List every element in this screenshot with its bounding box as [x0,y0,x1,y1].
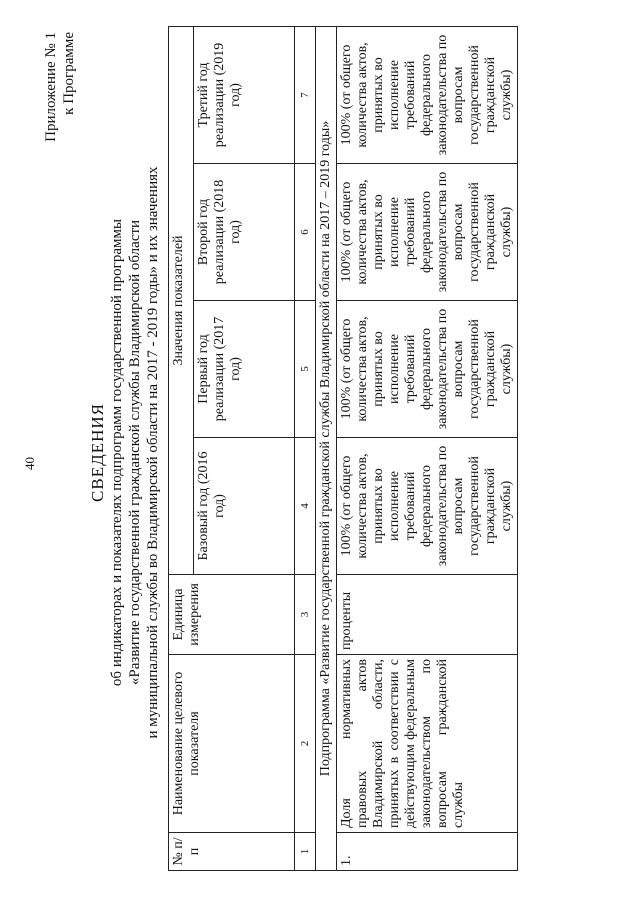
header-values-group: Значения показателей [169,26,194,574]
appendix-line-2: к Программе [61,32,77,115]
row-value-2018: 100% (от общего количества актов, принятых во исполнение требований федерального законодательства по вопросам государственной гражданской службы) [337,164,518,301]
column-number: 5 [295,301,316,438]
header-year-2018: Второй год реализации (2018 год) [194,164,295,301]
subprogram-row [316,26,337,870]
column-number: 7 [295,26,316,163]
appendix-note [42,32,78,142]
header-num: № п/п [169,833,295,871]
column-number: 6 [295,164,316,301]
heading-line-3: и муниципальной службы во Владимирской области на 2017 - 2019 годы» и их значениях [145,166,161,739]
header-year-2017: Первый год реализации (2017 год) [194,301,295,438]
header-base-year: Базовый год (2016 год) [194,438,295,575]
column-number: 4 [295,438,316,575]
column-number: 3 [295,575,316,655]
row-value-2017: 100% (от общего количества актов, принятых во исполнение требований федерального законодательства по вопросам государственной гражданской службы) [337,301,518,438]
column-number: 2 [295,655,316,833]
indicators-table [168,26,518,871]
row-indicator-name: Доля нормативных правовых актов Владимирской области, принятых в соответствии с действующим федеральным законодательством по вопросам гражданской службы [337,655,518,833]
subprogram-title: Подпрограмма «Развитие государственной гражданской службы Владимирской области на 2017 – 2019 годы» [316,26,337,870]
column-number-row [295,26,316,870]
header-name: Наименование целевого показателя [169,655,295,833]
row-value-base: 100% (от общего количества актов, принятых во исполнение требований федерального законодательства по вопросам государственной гражданской службы) [337,438,518,575]
header-year-2019: Третий год реализации (2019 год) [194,26,295,163]
row-num: 1. [337,833,518,871]
header-unit: Единица измерения [169,575,295,655]
appendix-line-1: Приложение № 1 [43,32,59,142]
page-number: 40 [22,457,37,470]
document-title: СВЕДЕНИЯ [88,403,107,502]
heading-line-1: об индикаторах и показателях подпрограмм государственной программы [109,218,125,687]
row-value-2019: 100% (от общего количества актов, принятых во исполнение требований федерального законодательства по вопросам государственной гражданской службы) [337,26,518,163]
document-heading [88,0,162,905]
row-unit: проценты [337,575,518,655]
heading-line-2: «Развитие государственной гражданской службы Владимирской области [127,219,143,686]
table-row [337,26,518,870]
column-number: 1 [295,833,316,871]
